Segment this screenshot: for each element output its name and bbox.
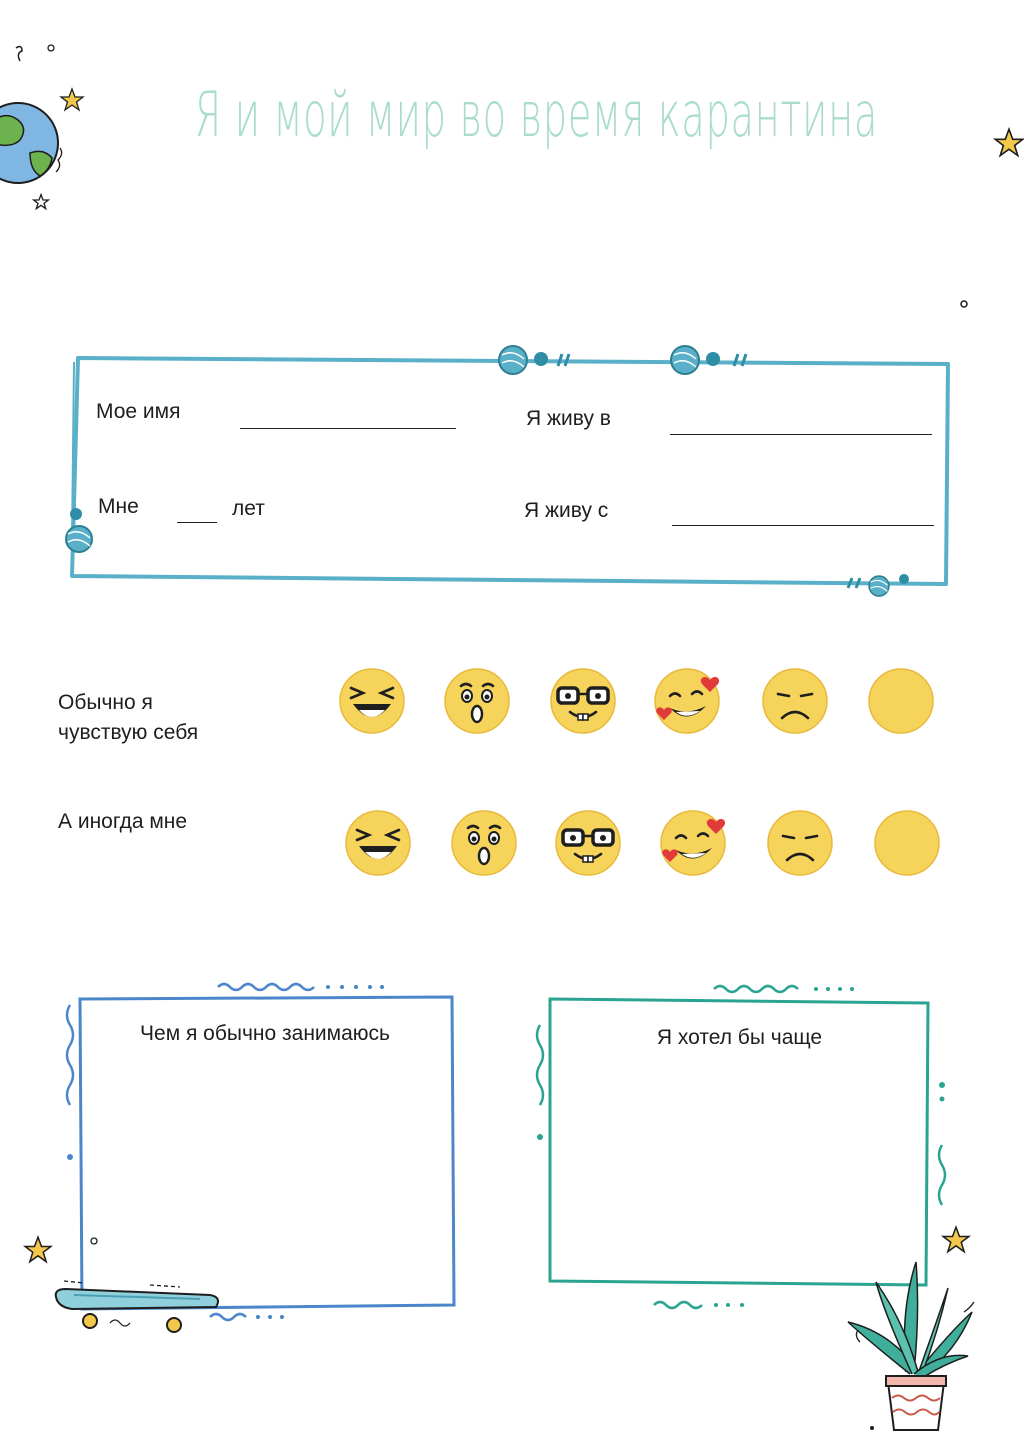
squiggle-icon	[14, 44, 26, 64]
surprised-face-icon[interactable]	[449, 808, 519, 878]
plant-pot-icon	[840, 1252, 990, 1442]
dot-icon	[960, 300, 968, 308]
blank-face-icon[interactable]	[872, 808, 942, 878]
dot-icon	[532, 350, 572, 370]
star-icon	[33, 194, 49, 210]
blank-face-icon[interactable]	[866, 666, 936, 736]
dot-icon	[846, 572, 912, 592]
age-field[interactable]	[177, 522, 217, 523]
dot-icon	[704, 350, 750, 370]
wishes-box-title: Я хотел бы чаще	[656, 1026, 823, 1049]
page-title: Я и мой мир во время карантина	[194, 78, 879, 151]
name-label: Мое имя	[96, 400, 181, 423]
in-love-face-icon[interactable]	[658, 808, 728, 878]
dot-icon	[68, 506, 84, 522]
in-love-face-icon[interactable]	[652, 666, 722, 736]
sometimes-feel-label: А иногда мне	[58, 810, 188, 833]
skateboard-icon	[50, 1275, 225, 1345]
usually-feel-line: Обычно я	[58, 691, 153, 714]
usually-feel-label	[58, 688, 198, 748]
star-icon	[60, 88, 84, 112]
star-icon	[994, 128, 1024, 158]
activities-box-area[interactable]	[84, 1060, 449, 1300]
city-label: Я живу в	[526, 407, 611, 430]
activities-box-title: Чем я обычно занимаюсь	[140, 1022, 390, 1045]
age-prefix-label: Мне	[98, 495, 139, 518]
surprised-face-icon[interactable]	[442, 666, 512, 736]
yarn-ball-icon	[668, 343, 702, 377]
dot-icon	[47, 44, 55, 52]
with-field[interactable]	[672, 525, 934, 526]
city-field[interactable]	[670, 434, 932, 435]
laughing-face-icon[interactable]	[343, 808, 413, 878]
name-field[interactable]	[240, 428, 456, 429]
laughing-face-icon[interactable]	[337, 666, 407, 736]
yarn-ball-icon	[496, 343, 530, 377]
star-icon	[942, 1226, 970, 1254]
usually-feel-line: чувствую себя	[58, 721, 199, 744]
with-label: Я живу с	[524, 499, 609, 522]
age-suffix-label: лет	[232, 497, 265, 520]
yarn-ball-icon	[62, 522, 96, 556]
sad-face-icon[interactable]	[760, 666, 830, 736]
nerd-face-icon[interactable]	[548, 666, 618, 736]
wishes-box-area[interactable]	[556, 1064, 926, 1274]
sad-face-icon[interactable]	[765, 808, 835, 878]
info-card-frame	[60, 340, 960, 600]
star-icon	[24, 1236, 52, 1264]
nerd-face-icon[interactable]	[553, 808, 623, 878]
